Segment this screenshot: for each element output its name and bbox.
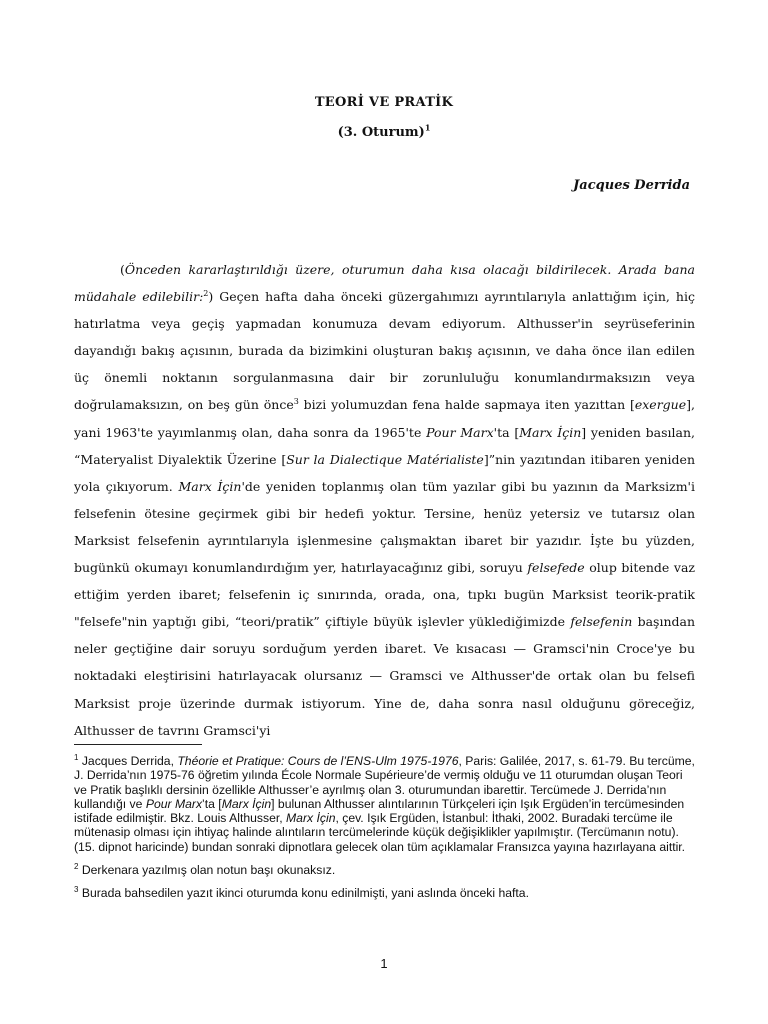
text-run: 'ta [ xyxy=(493,424,520,440)
text-run: bizi yolumuzdan fena halde sapmaya iten yazıttan [ xyxy=(298,397,635,413)
document-title: TEORİ VE PRATİK xyxy=(314,95,454,110)
text-run: başından neler geçtiğine dair soruyu sorduğum yerden ibaret. Ve kısacası — Gramsci'nin Croce'ye bu noktadaki eleştirisini hatırlayacak olursanız — Gramsci ve Althusser'de ortak olan bu felsefi Marksist proje üzerinde durmak istiyorum. Yine de, daha sonra nasıl olduğunu göreceğiz, Althusser de tavrını Gramsci'yi xyxy=(74,614,696,738)
text-run: ) Geçen hafta daha önceki güzergahımızı ayrıntılarıyla anlattığım için, hiç hatırlatma veya geçiş yapmadan konumuza devam ediyorum. Althusser'in seyrüseferinin dayandığı bakış açısının, burada da bizimkini oluşturan bakış açısının, ve daha önce ilan edilen üç önemli noktanın sorgulanmasına dair bir zorunluluğu konumlandırmaksızın veya doğrulamaksızın, on beş gün önce xyxy=(74,289,695,413)
footnote-number: 2 xyxy=(74,862,79,872)
footnote-italic: Marx İçin xyxy=(286,811,336,826)
italic-run: Marx İçin xyxy=(178,478,242,494)
italic-run: Marx İçin xyxy=(519,424,582,440)
author-name: Jacques Derrida xyxy=(573,178,690,193)
footnote-text: ] bulunan Althusser alıntılarının Türkçeleri için Işık Ergüden’in tercümesinden istifade edilmiştir. Bkz. Louis Althusser, xyxy=(74,796,685,826)
text-run: ], yani 1963'te yayımlanmış olan, daha sonra da 1965'te xyxy=(74,397,695,440)
footnote-italic: Pour Marx xyxy=(145,796,203,811)
footnote-italic: Théorie et Pratique: Cours de l’ENS-Ulm 1975-1976 xyxy=(177,754,459,768)
italic-run: Önceden kararlaştırıldığı üzere, oturumun daha kısa olacağı bildirilecek. Arada bana müdahale edilebilir: xyxy=(74,262,695,305)
text-run: ( xyxy=(120,262,125,277)
footnote-text: Burada bahsedilen yazıt ikinci oturumda konu edinilmişti, yani aslında önceki hafta. xyxy=(78,886,529,901)
footnote-italic: Marx İçin xyxy=(221,796,272,811)
page-number: 1 xyxy=(380,956,388,971)
footnote-ref-1[interactable]: 1 xyxy=(424,122,431,133)
footnotes-section xyxy=(74,754,695,910)
footnote-text: Jacques Derrida, xyxy=(78,754,178,768)
footnote-number: 3 xyxy=(74,885,79,895)
text-run: ] yeniden basılan, “Materyalist Diyalektik Üzerine [ xyxy=(74,424,695,467)
italic-run: felsefede xyxy=(527,560,585,576)
footnote-1 xyxy=(74,754,695,854)
italic-run: felsefenin xyxy=(570,614,633,630)
text-run: ]”nin yazıtından itibaren yeniden yola çıkıyorum. xyxy=(74,451,695,494)
document-subtitle xyxy=(0,122,768,140)
footnote-text: Derkenara yazılmış olan notun başı okunaksız. xyxy=(78,863,336,878)
footnote-text: , çev. Işık Ergüden, İstanbul: İthaki, 2002. Buradaki tercüme ile mütenasip olması için ihtiyaç halinde alıntıların tercümelerinde küçük değişiklikler yapılmıştır. (Tercümanın notu). xyxy=(74,811,679,840)
text-run: olup bitende vaz ettiğim yerden ibaret; felsefenin iç sınırında, orada, ona, tıpkı bugün Marksist teorik-pratik "felsefe"nin yaptığı gibi, “teori/pratik” çiftiyle büyük işlevler yüklediğimizde xyxy=(74,560,695,630)
subtitle-text: (3. Oturum) xyxy=(337,125,425,140)
text-run: 'de yeniden toplanmış olan tüm yazılar gibi bu yazının da Marksizm'i felsefenin ötesine geçirmek gibi bir hedefi yoktur. Tersine, henüz yetersiz ve tutarsız olan Marksist felsefenin ayrıntılarıyla işlenmesine çalışmaktan ibaret bir yazıdır. İşte bu yüzden, bugünkü okumayı konumlandırdığım yer, hatırlayacağınız gibi, soruyu xyxy=(74,478,695,576)
footnote-text: ’ta [ xyxy=(202,796,222,811)
footnote-ref-2[interactable]: 2 xyxy=(203,288,209,298)
footnote-number: 1 xyxy=(74,752,79,762)
footnote-text: (15. dipnot haricinde) bundan sonraki dipnotlara gelecek olan tüm açıklamalar Fransızca yayına hazırlayana aittir. xyxy=(74,839,686,854)
body-paragraph xyxy=(74,256,695,744)
footnote-divider xyxy=(74,744,202,745)
footnote-3 xyxy=(74,886,695,900)
italic-run: Pour Marx xyxy=(426,424,494,440)
italic-run: Sur la Dialectique Matérialiste xyxy=(286,451,484,467)
italic-run: exergue xyxy=(634,397,687,413)
footnote-2 xyxy=(74,863,695,877)
footnote-text: , Paris: Galilée, 2017, s. 61-79. Bu tercüme, J. Derrida’nın 1975-76 öğretim yılında École Normale Supérieure’de vermiş olduğu ve 11 oturumdan oluşan Teori ve Pratik başlıklı dersinin özellikle Althusser’e ayrılmış olan 3. oturumundan ibarettir. Tercümede J. Derrida’nın kullandığı ve xyxy=(74,754,695,811)
footnote-ref-3[interactable]: 3 xyxy=(293,397,299,407)
